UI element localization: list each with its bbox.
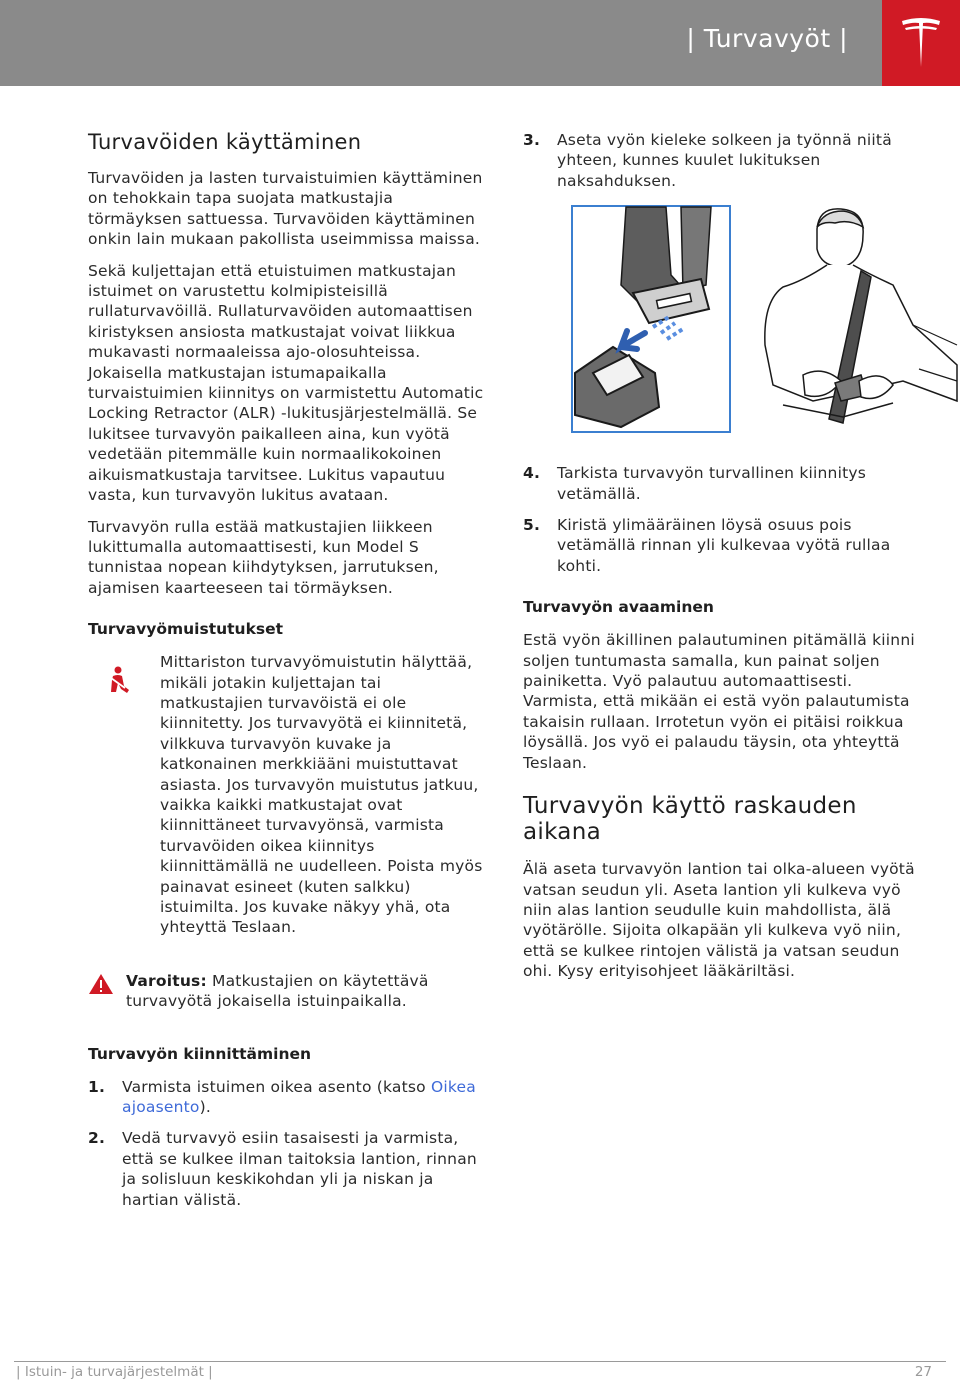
seatbelt-reminder-icon: [108, 666, 130, 694]
step-number: 5.: [523, 516, 541, 535]
section-heading: Turvavöiden käyttäminen: [88, 130, 362, 154]
step-text: Aseta vyön kieleke solkeen ja työnnä niitä yhteen, kunnes kuulet lukituksen naksahduksen.: [557, 131, 892, 190]
warning-text: Matkustajien on käytettävä turvavyötä jokaisella istuinpaikalla.: [126, 971, 429, 1011]
step-number: 1.: [88, 1077, 106, 1096]
list-item: [523, 515, 915, 576]
release-heading: Turvavyön avaaminen: [523, 598, 714, 617]
right-column: [523, 130, 915, 993]
fastening-steps-continued: [523, 130, 915, 191]
step-number: 2.: [88, 1129, 106, 1148]
fastening-steps: [88, 1077, 484, 1210]
fastening-heading: Turvavyön kiinnittäminen: [88, 1044, 312, 1063]
pregnancy-paragraph: Älä aseta turvavyön lantion tai olka-alueen vyötä vatsan seudun yli. Aseta lantion yli kulkeva vyö niin alas lantion seudulle kuin mahdollista, älä vyötärölle. Sijoita olkapään yli kulkeva vyö niin, että se kulkee rintojen välistä ja vatsan seudun ohi. Kysy erityisohjeet lääkäriltäsi.: [523, 860, 915, 981]
page-header: [0, 0, 960, 86]
reminder-icon-wrap: [88, 652, 160, 949]
tesla-logo-icon: [900, 17, 942, 69]
logo-box: [882, 0, 960, 86]
step-text: Vedä turvavyö esiin tasaisesti ja varmista, että se kulkee ilman taitoksia lantion, rinnan ja solisluun keskikohdan yli ja niskan ja hartian välistä.: [122, 1129, 477, 1209]
fastening-steps-final: [523, 463, 915, 576]
step-text: Kiristä ylimääräinen löysä osuus pois vetämällä rinnan yli kulkevaa vyötä rullaa kohti.: [557, 516, 891, 575]
list-item: [523, 463, 915, 504]
retractor-paragraph: Sekä kuljettajan että etuistuimen matkustajan istuimet on varustettu kolmipisteisillä rullaturvavöillä. Rullaturvavöiden automaattisen kiristyksen ansiosta matkustajat voivat liikkua mukavasti normaaleissa ajo-olosuhteissa. Jokaisella matkustajan istumapaikalla turvaistuimien kiinnitys on varmistettu Automatic Locking Retractor (ALR) -lukitusjärjestelmällä. Se lukitsee turvavyön paikalleen aina, kun vyötä vedetään pitemmälle kuin normaalikokoinen aikuismatkustaja tarvitsee. Lukitus vapautuu vasta, kun turvavyön lukitus avataan.: [88, 261, 484, 505]
driving-position-link[interactable]: Oikea ajoasento: [122, 1077, 476, 1117]
person-illustration: [743, 205, 960, 433]
warning-triangle-icon: [88, 973, 114, 995]
page-number: 27: [914, 1364, 932, 1380]
release-paragraph: Estä vyön äkillinen palautuminen pitämällä kiinni soljen tuntumasta samalla, kun painat soljen painiketta. Vyö palautuu automaattisesti. Varmista, että mikään ei estä vyön palautumista takaisin rullaan. Irrotetun vyön ei pitäisi roikkua löysällä. Jos vyö ei palaudu täysin, ota yhteyttä Teslaan.: [523, 631, 915, 772]
reminder-block: [88, 652, 484, 949]
footer-divider: [14, 1361, 946, 1362]
list-item: [88, 1128, 484, 1210]
seatbelt-illustration: [571, 205, 960, 437]
reminders-heading: Turvavyömuistutukset: [88, 620, 284, 639]
warning-block: [88, 971, 484, 1023]
intro-paragraph: Turvavöiden ja lasten turvaistuimien käyttäminen on tehokkain tapa suojata matkustajia törmäyksen sattuessa. Turvavöiden käyttäminen onkin lain mukaan pakollista useimmissa maissa.: [88, 169, 483, 249]
left-column: [88, 130, 484, 1221]
pregnancy-heading: Turvavyön käyttö raskauden aikana: [523, 793, 857, 846]
warning-icon-wrap: [88, 971, 126, 1023]
lock-paragraph: Turvavyön rulla estää matkustajien liikkeen lukittumalla automaattisesti, kun Model S tunnistaa nopean kiihdytyksen, jarrutuksen, ajamisen kaarteeseen tai törmäyksen.: [88, 517, 439, 597]
buckle-illustration: [571, 205, 731, 433]
section-title: | Turvavyöt |: [686, 24, 848, 53]
step-text: Varmista istuimen oikea asento (katso: [122, 1077, 431, 1096]
list-item: [88, 1077, 484, 1118]
step-text: Tarkista turvavyön turvallinen kiinnitys vetämällä.: [557, 464, 867, 503]
reminder-text: Mittariston turvavyömuistutin hälyttää, mikäli jotakin kuljettajan tai matkustajien turvavöistä ei ole kiinnitetty. Jos turvavyötä ei kiinnitetä, vilkkuva turvavyön kuvake ja katkonainen merkkiääni muistuttavat asiasta. Jos turvavyön muistutus jatkuu, vaikka kaikki matkustajat ovat kiinnittäneet turvavyönsä, varmista turvavöiden oikea kiinnitys kiinnittämällä ne uudelleen. Poista myös painavat esineet (kuten salkku) istuimilta. Jos kuvake näkyy yhä, ota yhteyttä Teslaan.: [160, 653, 483, 937]
footer-section: | Istuin- ja turvajärjestelmät |: [16, 1364, 213, 1380]
warning-text-wrap: [126, 971, 484, 1012]
step-number: 3.: [523, 131, 541, 149]
step-number: 4.: [523, 464, 541, 483]
warning-label: Varoitus:: [126, 971, 207, 990]
list-item: [523, 130, 915, 191]
step-text-end: ).: [199, 1098, 211, 1117]
